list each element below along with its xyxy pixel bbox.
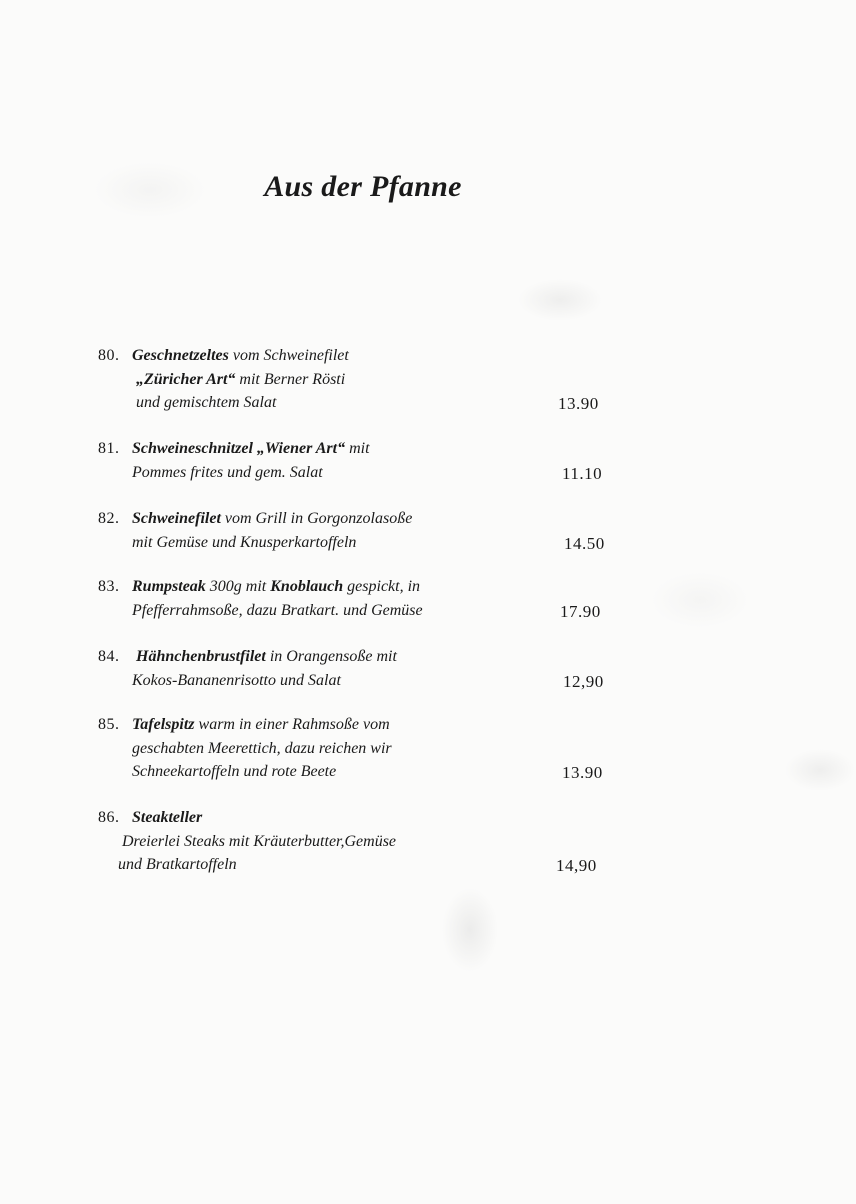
item-description: [132, 713, 392, 784]
item-number: 86.: [98, 809, 120, 826]
description-line: [132, 575, 423, 599]
dish-name: Schweinefilet: [132, 510, 221, 527]
item-price: 14,90: [556, 856, 597, 875]
dish-name: Rumpsteak: [132, 578, 206, 595]
item-price: 17.90: [560, 601, 601, 621]
description-line: [122, 830, 396, 854]
description-line: [118, 853, 396, 877]
item-number: 82.: [98, 510, 120, 527]
description-line: [136, 645, 397, 669]
description-line: [132, 806, 396, 830]
dish-detail: mit Gemüse und Knusperkartoffeln: [132, 533, 357, 551]
dish-detail: Pfefferrahmsoße, dazu Bratkart. und Gemüse: [132, 601, 423, 619]
description-line: [132, 344, 349, 368]
dish-detail: mit Berner Rösti: [235, 370, 346, 388]
item-price: 12,90: [563, 671, 604, 691]
dish-detail: Pommes frites und gem. Salat: [132, 463, 323, 481]
item-description: [118, 806, 397, 877]
item-number: 83.: [98, 578, 120, 595]
page-title: Aus der Pfanne: [264, 170, 462, 203]
item-price: 13.90: [558, 394, 599, 413]
dish-name: Knoblauch: [270, 578, 344, 595]
item-description: [132, 437, 370, 484]
dish-detail: Kokos-Bananenrisotto und Salat: [132, 671, 341, 689]
dish-detail: gespickt, in: [343, 578, 421, 595]
dish-detail: und gemischtem Salat: [136, 394, 277, 411]
dish-detail: in Orangensoße mit: [265, 648, 397, 665]
description-line: [132, 507, 412, 531]
item-price: 14.50: [564, 533, 605, 553]
dish-detail: vom Grill in Gorgonzolasoße: [220, 510, 413, 527]
dish-name: Tafelspitz: [132, 716, 195, 733]
dish-detail: 300g mit: [205, 578, 271, 595]
description-line: [132, 461, 370, 485]
description-line: [132, 737, 392, 761]
dish-detail: und Bratkartoffeln: [118, 856, 237, 873]
dish-name: Hähnchenbrustfilet: [136, 648, 266, 665]
description-line: [132, 599, 423, 623]
dish-detail: Schneekartoffeln und rote Beete: [132, 763, 337, 780]
dish-detail: mit: [345, 440, 370, 457]
dish-detail: geschabten Meerettich, dazu reichen wir: [132, 739, 392, 757]
dish-name: Geschnetzeltes: [132, 347, 229, 364]
dish-detail: vom Schweinefilet: [228, 347, 349, 364]
description-line: [136, 368, 349, 392]
item-description: [132, 645, 397, 692]
item-price: 11.10: [562, 463, 603, 483]
item-description: [132, 344, 349, 415]
item-description: [132, 507, 412, 554]
item-description: [132, 575, 423, 622]
item-number: 85.: [98, 716, 120, 733]
dish-detail: warm in einer Rahmsoße vom: [194, 716, 390, 733]
description-line: [132, 760, 392, 784]
dish-detail: Dreierlei Steaks mit Kräuterbutter,Gemüse: [122, 832, 397, 850]
dish-name: Schweineschnitzel „Wiener Art“: [132, 440, 346, 457]
dish-name: „Züricher Art“: [136, 370, 236, 388]
item-number: 81.: [98, 440, 120, 457]
item-number: 80.: [98, 347, 120, 364]
item-price: 13.90: [562, 763, 603, 782]
description-line: [132, 531, 412, 555]
dish-name: Steakteller: [132, 809, 203, 826]
description-line: [136, 391, 349, 415]
description-line: [132, 669, 397, 693]
item-number: 84.: [98, 648, 120, 665]
description-line: [132, 713, 392, 737]
description-line: [132, 437, 370, 461]
